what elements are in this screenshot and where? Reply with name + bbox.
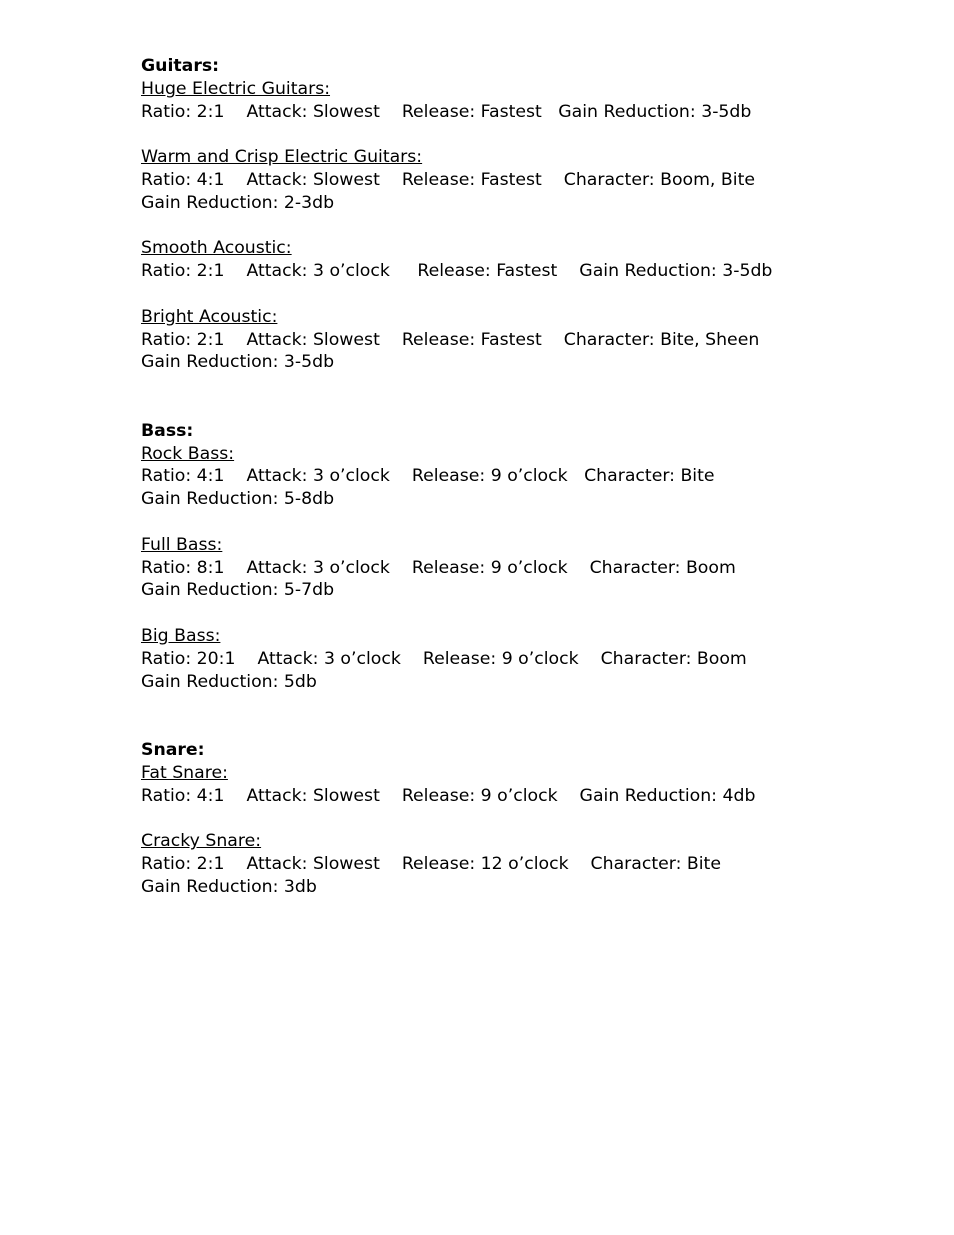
- section-snare: [141, 739, 831, 899]
- preset-name: Full Bass:: [141, 534, 223, 555]
- section-title: Bass:: [141, 420, 194, 441]
- preset-settings-line: Gain Reduction: 5-7db: [141, 580, 335, 601]
- preset-settings-line: Ratio: 8:1 Attack: 3 o’clock Release: 9 o’clock Character: Boom: [141, 557, 736, 578]
- preset-name: Bright Acoustic:: [141, 306, 278, 327]
- preset-huge-electric-guitars: [141, 78, 831, 124]
- preset-settings-line: Ratio: 2:1 Attack: Slowest Release: Fastest Gain Reduction: 3-5db: [141, 101, 752, 122]
- section-title: Guitars:: [141, 56, 220, 76]
- preset-warm-crisp-electric-guitars: [141, 146, 831, 214]
- preset-smooth-acoustic: [141, 237, 831, 283]
- preset-settings-line: Ratio: 2:1 Attack: 3 o’clock Release: Fastest Gain Reduction: 3-5db: [141, 261, 773, 282]
- preset-settings-line: Gain Reduction: 3db: [141, 876, 317, 897]
- preset-cracky-snare: [141, 830, 831, 898]
- preset-settings-line: Ratio: 4:1 Attack: Slowest Release: 9 o’clock Gain Reduction: 4db: [141, 785, 756, 806]
- preset-bright-acoustic: [141, 306, 831, 374]
- section-bass: [141, 420, 831, 694]
- preset-settings-line: Gain Reduction: 5db: [141, 671, 317, 692]
- preset-rock-bass: [141, 443, 831, 511]
- preset-settings-line: Ratio: 2:1 Attack: Slowest Release: Fastest Character: Bite, Sheen: [141, 329, 760, 350]
- preset-name: Cracky Snare:: [141, 831, 262, 852]
- preset-name: Rock Bass:: [141, 443, 235, 464]
- document-page: [141, 55, 831, 898]
- preset-settings-line: Ratio: 2:1 Attack: Slowest Release: 12 o’clock Character: Bite: [141, 853, 721, 874]
- section-guitars: [141, 55, 831, 374]
- preset-name: Smooth Acoustic:: [141, 238, 292, 259]
- preset-settings-line: Gain Reduction: 3-5db: [141, 352, 335, 373]
- section-title: Snare:: [141, 739, 205, 760]
- preset-settings-line: Ratio: 4:1 Attack: Slowest Release: Fastest Character: Boom, Bite: [141, 169, 755, 190]
- preset-settings-line: Gain Reduction: 5-8db: [141, 489, 335, 510]
- preset-name: Warm and Crisp Electric Guitars:: [141, 147, 423, 168]
- preset-name: Huge Electric Guitars:: [141, 78, 331, 99]
- preset-settings-line: Gain Reduction: 2-3db: [141, 192, 335, 213]
- preset-name: Fat Snare:: [141, 762, 228, 783]
- preset-settings-line: Ratio: 4:1 Attack: 3 o’clock Release: 9 o’clock Character: Bite: [141, 466, 715, 487]
- preset-big-bass: [141, 625, 831, 693]
- preset-settings-line: Ratio: 20:1 Attack: 3 o’clock Release: 9 o’clock Character: Boom: [141, 648, 747, 669]
- preset-full-bass: [141, 534, 831, 602]
- preset-name: Big Bass:: [141, 625, 221, 646]
- preset-fat-snare: [141, 762, 831, 808]
